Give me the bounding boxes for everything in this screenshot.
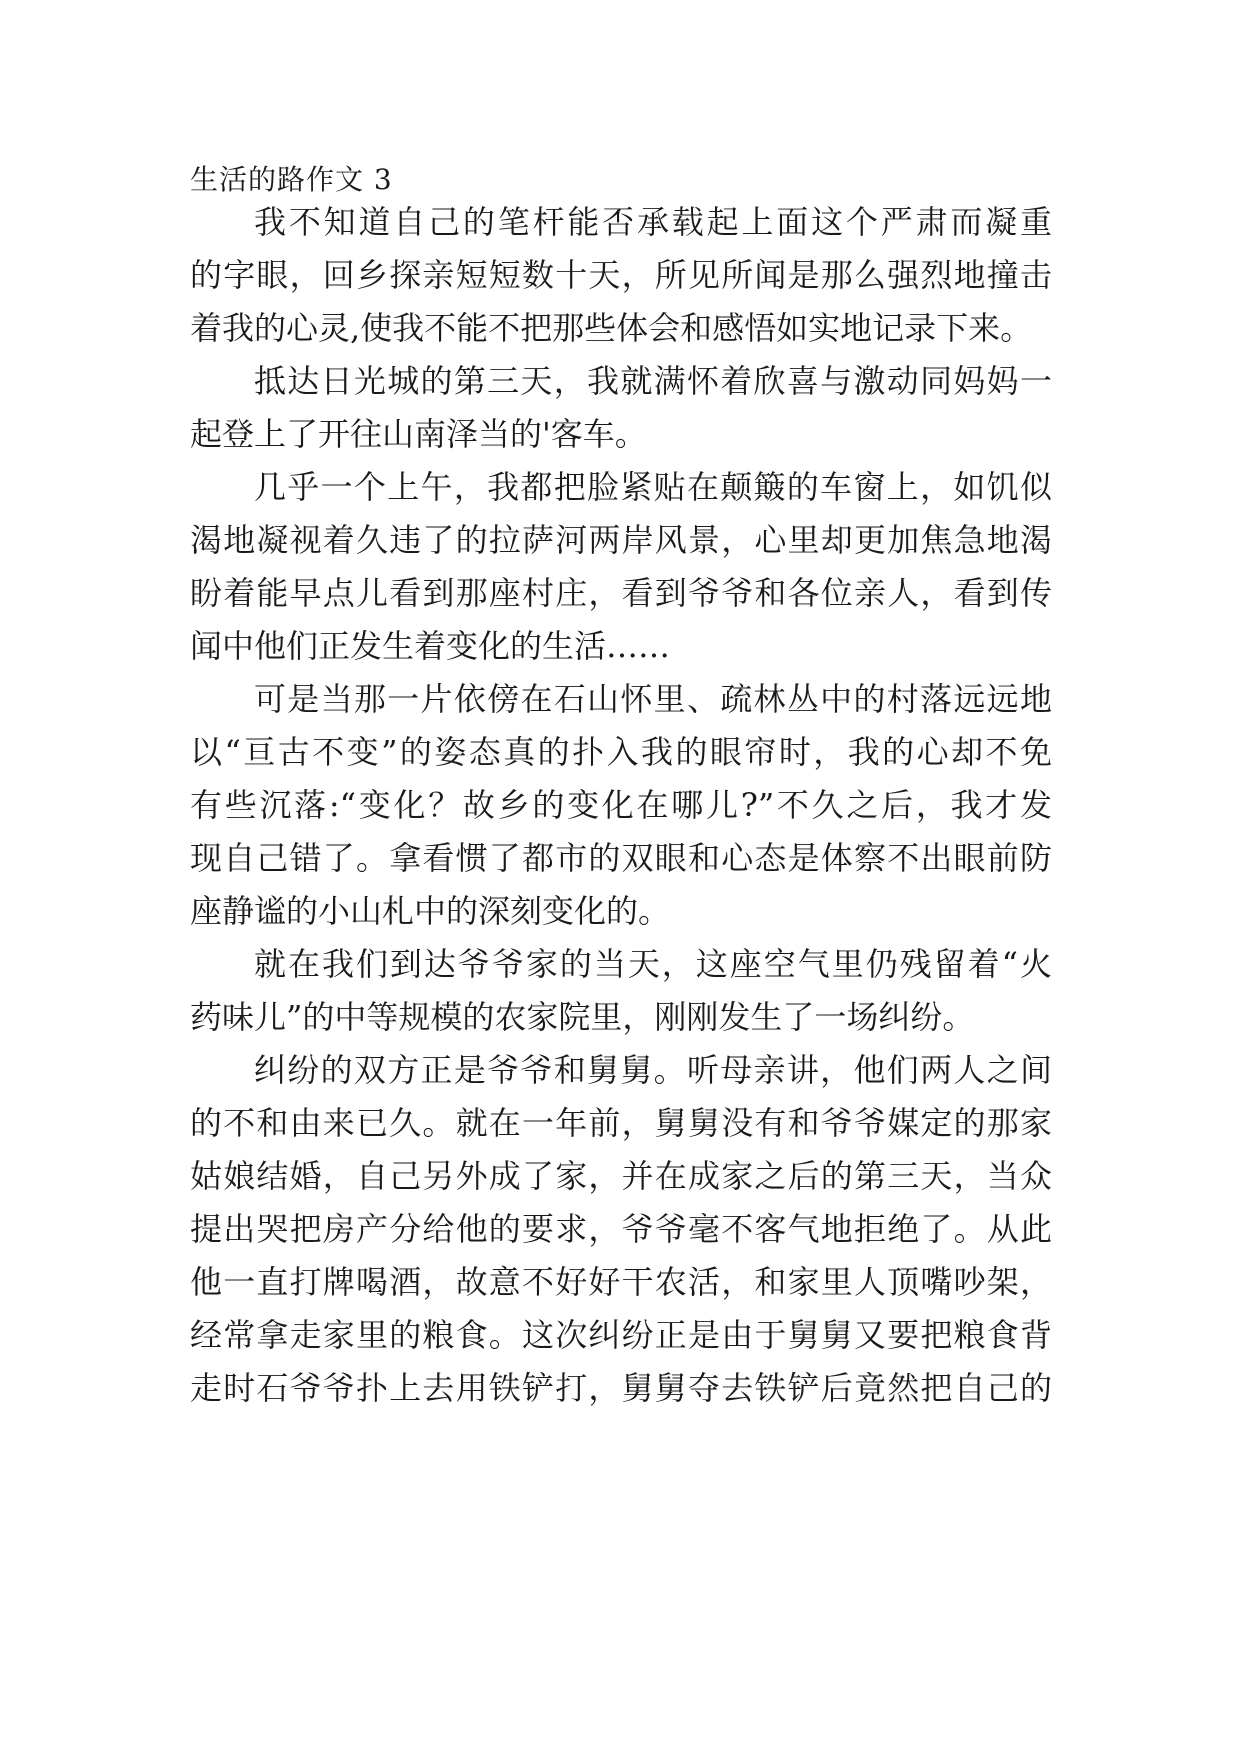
- text-line: 姑娘结婚，自己另外成了家，并在成家之后的第三天，当众: [190, 1157, 1052, 1195]
- text-line: 现自己错了。拿看惯了都市的双眼和心态是体察不出眼前防: [190, 839, 1052, 877]
- text-line: 的字眼，回乡探亲短短数十天，所见所闻是那么强烈地撞击: [190, 256, 1052, 294]
- text-line: 就在我们到达爷爷家的当天，这座空气里仍残留着“火: [254, 945, 1052, 983]
- text-line: 以“亘古不变”的姿态真的扑入我的眼帘时，我的心却不免: [190, 733, 1052, 771]
- text-line: 的不和由来已久。就在一年前，舅舅没有和爷爷媒定的那家: [190, 1104, 1052, 1142]
- text-line: 提出哭把房产分给他的要求，爷爷毫不客气地拒绝了。从此: [190, 1210, 1052, 1248]
- text-line: 着我的心灵,使我不能不把那些体会和感悟如实地记录下来。: [190, 309, 1033, 347]
- text-line: 座静谧的小山札中的深刻变化的。: [190, 892, 671, 930]
- text-line: 药味儿”的中等规模的农家院里，刚刚发生了一场纠纷。: [190, 998, 975, 1036]
- text-line: 可是当那一片依傍在石山怀里、疏林丛中的村落远远地: [254, 680, 1052, 718]
- text-line: 有些沉落:“变化？故乡的变化在哪儿?”不久之后，我才发: [190, 786, 1052, 824]
- text-line: 起登上了开往山南泽当的'客车。: [190, 415, 647, 453]
- text-line: 他一直打牌喝酒，故意不好好干农活，和家里人顶嘴吵架，: [190, 1263, 1052, 1301]
- text-line: 经常拿走家里的粮食。这次纠纷正是由于舅舅又要把粮食背: [190, 1316, 1052, 1354]
- text-line: 盼着能早点儿看到那座村庄，看到爷爷和各位亲人，看到传: [190, 574, 1052, 612]
- text-line: 我不知道自己的笔杆能否承载起上面这个严肃而凝重: [254, 203, 1052, 241]
- document-title: 生活的路作文 3: [190, 163, 393, 196]
- text-line: 抵达日光城的第三天，我就满怀着欣喜与激动同妈妈一: [254, 362, 1052, 400]
- text-line: 闻中他们正发生着变化的生活……: [190, 627, 671, 665]
- text-line: 走时石爷爷扑上去用铁铲打，舅舅夺去铁铲后竟然把自己的: [190, 1369, 1052, 1407]
- text-line: 几乎一个上午，我都把脸紧贴在颠簸的车窗上，如饥似: [254, 468, 1052, 506]
- text-line: 渴地凝视着久违了的拉萨河两岸风景，心里却更加焦急地渴: [190, 521, 1052, 559]
- text-line: 纠纷的双方正是爷爷和舅舅。听母亲讲，他们两人之间: [254, 1051, 1052, 1089]
